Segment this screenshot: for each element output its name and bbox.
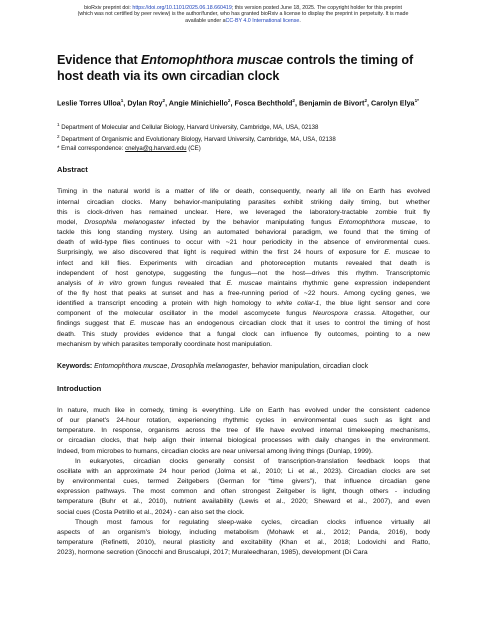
author-affiliation-mark: 1* [414, 98, 419, 103]
doi-link[interactable]: https://doi.org/10.1101/2025.06.18.660419 [132, 5, 232, 11]
author-name: Benjamin de Bivort [298, 98, 365, 108]
author-name: Fosca Bechthold [234, 98, 293, 108]
author-affiliation-mark: 2 [227, 98, 231, 103]
text-line: tackle this long standing mystery. Using an automated behavioral paradigm, we found that the timing of [57, 229, 430, 237]
correspondence-email[interactable]: cnelya@g.harvard.edu [125, 145, 187, 153]
license-link[interactable]: CC-BY 4.0 International license [225, 17, 300, 24]
text-line: infect and kill flies. Experiments with circadian and photoreception mutants revealed that death is [57, 259, 430, 267]
author-name: Angie Minichiello [168, 98, 228, 108]
text-line: this is clock-driven has remained unclear. Here, we leveraged the laboratory-tractable zombie fruit fly [57, 208, 430, 216]
author-affiliation-mark: 1 [120, 98, 124, 103]
paper-page [57, 52, 430, 558]
preprint-banner [0, 5, 486, 24]
text-line: Surprisingly, we also discovered that light is required within the first 24 hours of exposure for E. muscae to [57, 249, 430, 257]
text-line: oscillate with an approximate 24 hour period (Jolma et al., 2010; Li et al., 2023). Circadian clocks are set [57, 467, 430, 475]
text-line: temperature (Refinetti, 2010), neural plasticity and excitability (Khan et al., 2018; Lodovichi and Ratto, [57, 538, 430, 546]
text-line: mechanism by which parasites temporally coordinate host manipulation. [57, 340, 272, 348]
text-line: temperature (Buhr et al., 2010), nutrient availability (Lewis et al., 2020; Sheward et al., 2007), and even [57, 498, 430, 506]
text-line: component of the molecular oscillator in the model ascomycete fungus Neurospora crassa. Altogether, our [57, 310, 430, 318]
affiliation-1: $^1$ Department of Molecular and Cellular Biology, Harvard University, Cambridge, MA, USA, 02138 [57, 122, 319, 132]
affiliations [57, 120, 430, 153]
text-line: temperature. In response, organisms across the tree of life have evolved internal timekeeping mechanisms, [57, 427, 430, 435]
author-affiliation-mark: 2 [364, 98, 368, 103]
text-line: internal circadian clocks. Many behavior-manipulating parasites exhibit striking daily timing, but whether [57, 198, 430, 206]
introduction-body [57, 406, 430, 558]
text-line: In nature, much like in comedy, timing is everything. Life on Earth has evolved under the consistent cadence [57, 406, 430, 414]
text-line: of our planet's 24-hour rotation, experiencing rhythmic cycles in environmental cues such as light and [57, 417, 430, 425]
text-line: Though most famous for regulating sleep-wake cycles, circadian clocks influence virtually all [75, 518, 430, 526]
text-line: Indeed, from microbes to humans, circadian clocks are near universal among living things (Dunlap, 1999). [57, 447, 373, 455]
text-line: analysis of in vitro grown fungus revealed that E. muscae maintains rhythmic gene expression independent [57, 279, 430, 287]
text-line: Timing in the natural world is a matter of life or death, consequently, nearly all life on Earth has evolved [57, 188, 430, 196]
abstract-heading: Abstract [57, 165, 88, 175]
paper-title: Evidence that Entomophthora muscae controls the timing of host death via its own circadian clock [57, 53, 414, 83]
text-line: model, Drosophila melanogaster infected by the behavior manipulating fungus Entomophthora muscae, to [57, 218, 431, 226]
author-affiliation-mark: 2 [292, 98, 295, 103]
text-line: death. This study provides evidence that a fungal clock can influence fly outcomes, pointing to a new [57, 330, 430, 338]
banner-line-1: bioRxiv preprint doi: https://doi.org/10.1101/2025.06.18.660419; this version posted June 18, 2025. The copyright holder for this preprint [84, 5, 402, 11]
text-line: In eukaryotes, circadian clocks generally consist of transcription-translation feedback loops that [75, 457, 430, 465]
banner-line-3: available under aCC-BY 4.0 International license. [185, 17, 301, 24]
affiliation-2: $^2$ Department of Organismic and Evolutionary Biology, Harvard University, Cambridge, MA, USA, 02138 [57, 134, 336, 144]
text-line: aspects of an organism's biology, including metabolism (Mohawk et al., 2012; Panda, 2016), body [57, 528, 430, 536]
author-list: Leslie Torres Ulloa$^1$, Dylan Roy$^2$, Angie Minichiello$^2$, Fosca Bechthold$^2$, Benjamin de Bivort$^2$, Carolyn Elya$^{1*}$ [57, 98, 419, 108]
text-line: social cues (Costa Petrillo et al., 2024) - can also set the clock. [57, 508, 245, 516]
correspondence: * Email correspondence: cnelya@g.harvard.edu (CE) [57, 145, 201, 153]
author-name: Carolyn Elya [371, 98, 415, 108]
author-name: Leslie Torres Ulloa [57, 98, 121, 108]
keywords: Keywords: Entomophthora muscae, Drosophila melanogaster, behavior manipulation, circadian clock [57, 362, 369, 370]
introduction-heading: Introduction [57, 383, 102, 393]
text-line: 2023), hormone secretion (Gnocchi and Bruscalupi, 2017; Muraleedharan, 1985), development (Di Cara [57, 549, 368, 557]
text-line: independent of host genotype, suggesting the fungus—not the host—drives this rhythm. Transcriptomic [57, 269, 430, 277]
text-line: identified a transcript encoding a protein with high homology to white collar-1, the blue light sensor and core [57, 300, 430, 308]
author-name: Dylan Roy [127, 98, 163, 108]
text-line: findings suggest that E. muscae has an endogenous circadian clock that it uses to control the timing of host [57, 320, 431, 328]
keywords-text: Entomophthora muscae, Drosophila melanogaster, behavior manipulation, circadian clock [94, 362, 369, 370]
author-affiliation-mark: 2 [162, 98, 166, 103]
text-line: of the fly host that peaks at sunset and has a free-running period of ~22 hours. Among cycling genes, we [57, 290, 430, 298]
banner-line-2: (which was not certified by peer review) is the author/funder, who has granted bioRxiv a license to display the preprint in perpetuity. It is made [77, 11, 409, 18]
text-line: by environmental cues, termed Zeitgebers (German for “time givers”), that influence circadian gene [57, 478, 430, 486]
text-line: death of wild-type flies continues to occur with ~21 hour periodicity in the absence of environmental cues. [57, 239, 430, 247]
text-line: or circadian clocks, that help align their internal biological processes with daily changes in the environment. [57, 437, 430, 445]
text-line: expression pathways. The most common and often strongest Zeitgeber is light, though others - including [57, 488, 430, 496]
abstract-body [57, 187, 430, 350]
